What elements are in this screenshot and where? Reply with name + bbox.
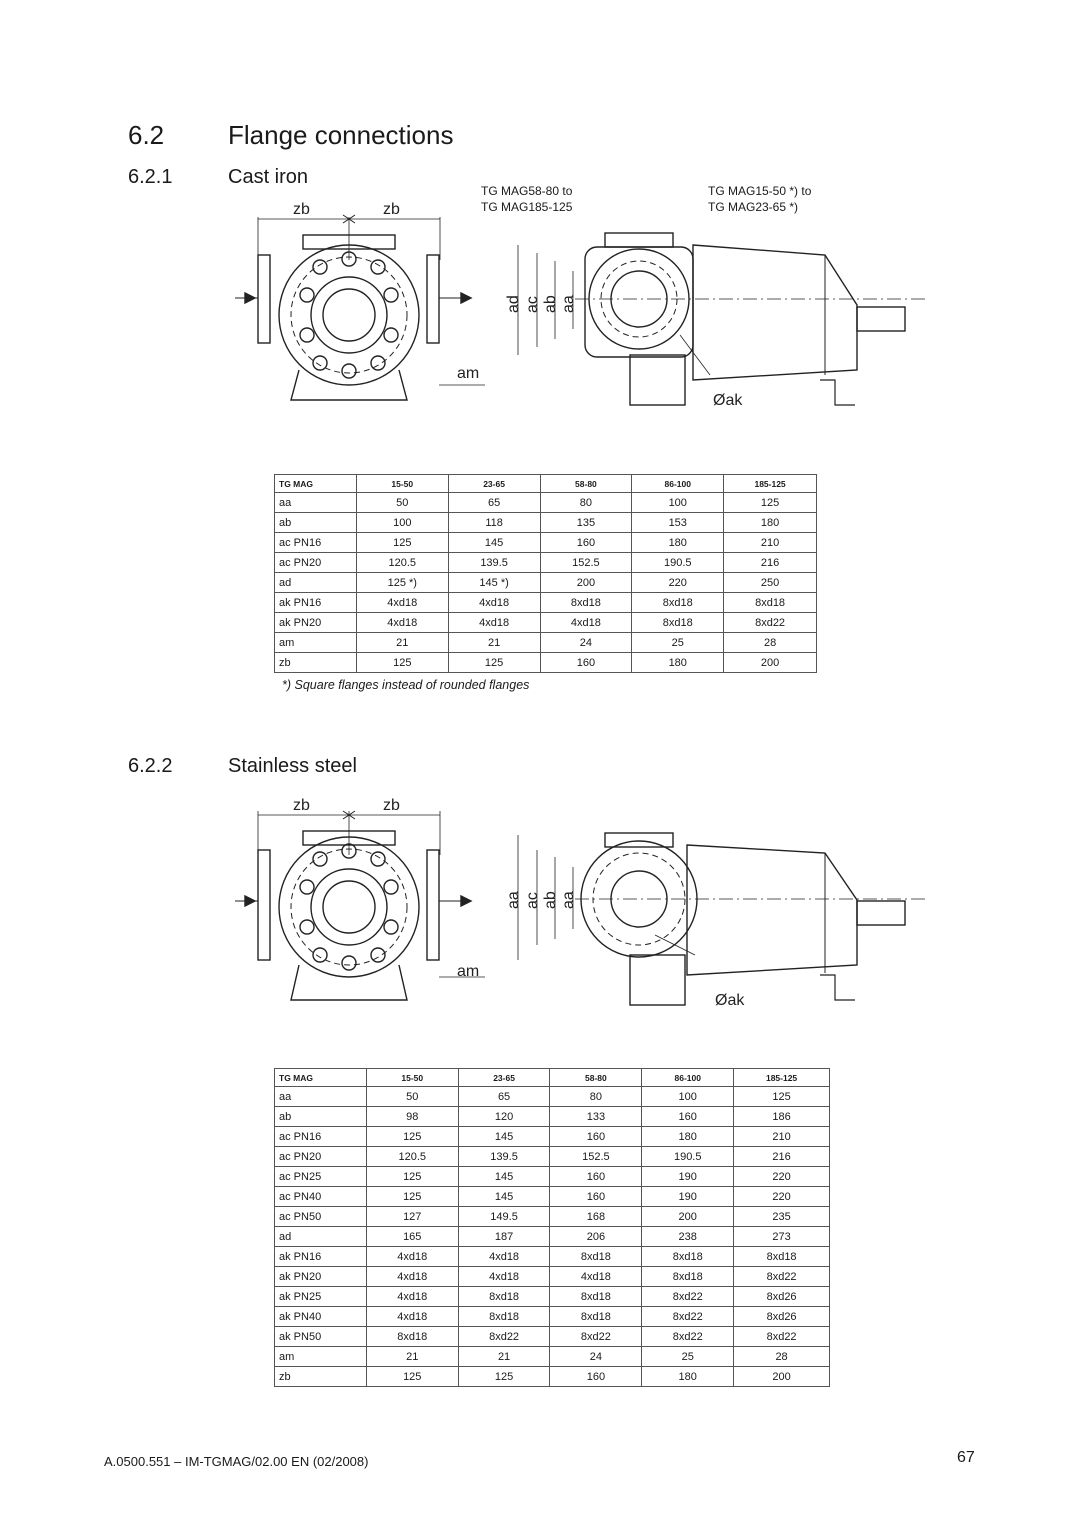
table-row bbox=[275, 613, 817, 633]
table-row bbox=[275, 1107, 830, 1127]
table-cell: ac PN16 bbox=[275, 1127, 367, 1147]
table-cell: 145 bbox=[458, 1127, 550, 1147]
dim-ad: ad bbox=[505, 295, 522, 313]
table-cell: 8xd22 bbox=[550, 1327, 642, 1347]
table-cell: ak PN20 bbox=[275, 613, 357, 633]
table-cell: 160 bbox=[550, 1167, 642, 1187]
table-cell: 125 bbox=[366, 1127, 458, 1147]
callout-left-line1: TG MAG58-80 to bbox=[481, 184, 573, 198]
subsection-title: Cast iron bbox=[228, 166, 309, 188]
dim-am: am bbox=[457, 365, 480, 382]
table-cell: 8xd18 bbox=[632, 613, 724, 633]
table-cell: 168 bbox=[550, 1207, 642, 1227]
table-cell: 4xd18 bbox=[448, 593, 540, 613]
table-cell: 273 bbox=[734, 1227, 830, 1247]
table-row bbox=[275, 1307, 830, 1327]
stainless-steel-pump-drawing bbox=[225, 795, 925, 1020]
table-cell: 8xd18 bbox=[642, 1267, 734, 1287]
side-view bbox=[505, 833, 925, 1009]
table-cell: 8xd22 bbox=[642, 1327, 734, 1347]
header-86-100: 86-100 bbox=[642, 1069, 734, 1087]
dim-aa: aa bbox=[560, 295, 577, 313]
table-cell: 4xd18 bbox=[366, 1307, 458, 1327]
header-tg-mag: TG MAG bbox=[275, 1069, 367, 1087]
table-row bbox=[275, 593, 817, 613]
table-cell: 8xd18 bbox=[540, 593, 632, 613]
table-cell: 100 bbox=[632, 493, 724, 513]
table-cell: ac PN50 bbox=[275, 1207, 367, 1227]
dim-ak: Øak bbox=[713, 392, 743, 409]
table-cell: 186 bbox=[734, 1107, 830, 1127]
table-cell: 100 bbox=[356, 513, 448, 533]
table-cell: ak PN20 bbox=[275, 1267, 367, 1287]
dim-ac: ac bbox=[524, 892, 541, 909]
table-cell: 139.5 bbox=[458, 1147, 550, 1167]
table-row bbox=[275, 653, 817, 673]
callout-right-line2: TG MAG23-65 *) bbox=[708, 200, 799, 214]
table-cell: 153 bbox=[632, 513, 724, 533]
table-cell: 152.5 bbox=[550, 1147, 642, 1167]
header-185-125: 185-125 bbox=[724, 475, 817, 493]
header-185-125: 185-125 bbox=[734, 1069, 830, 1087]
table-row bbox=[275, 1347, 830, 1367]
table-cell: ac PN20 bbox=[275, 1147, 367, 1167]
table-cell: 65 bbox=[448, 493, 540, 513]
dim-zb-left: zb bbox=[293, 797, 310, 814]
table-row bbox=[275, 633, 817, 653]
table-header-row bbox=[275, 1069, 830, 1087]
table-cell: 216 bbox=[734, 1147, 830, 1167]
table-cell: 235 bbox=[734, 1207, 830, 1227]
table-cell: 120 bbox=[458, 1107, 550, 1127]
table-cell: 4xd18 bbox=[550, 1267, 642, 1287]
header-86-100: 86-100 bbox=[632, 475, 724, 493]
table-cell: 120.5 bbox=[366, 1147, 458, 1167]
table-cell: ad bbox=[275, 1227, 367, 1247]
subsection-number: 6.2.1 bbox=[128, 166, 173, 188]
table-row bbox=[275, 1207, 830, 1227]
header-23-65: 23-65 bbox=[458, 1069, 550, 1087]
table-cell: 206 bbox=[550, 1227, 642, 1247]
header-15-50: 15-50 bbox=[366, 1069, 458, 1087]
table-cell: 8xd18 bbox=[550, 1247, 642, 1267]
table-row bbox=[275, 513, 817, 533]
table-cell: 50 bbox=[366, 1087, 458, 1107]
table-cell: 28 bbox=[734, 1347, 830, 1367]
table-cell: 165 bbox=[366, 1227, 458, 1247]
dim-ab: ab bbox=[542, 295, 559, 313]
table-cell: 8xd18 bbox=[724, 593, 817, 613]
table-cell: 8xd18 bbox=[366, 1327, 458, 1347]
dim-zb-left: zb bbox=[293, 201, 310, 218]
side-view bbox=[505, 233, 925, 409]
table-cell: 21 bbox=[366, 1347, 458, 1367]
table-cell: 180 bbox=[724, 513, 817, 533]
table-row bbox=[275, 1367, 830, 1387]
table-cell: 4xd18 bbox=[366, 1267, 458, 1287]
table-cell: 4xd18 bbox=[366, 1287, 458, 1307]
table-cell: 8xd18 bbox=[734, 1247, 830, 1267]
table-cell: 145 bbox=[458, 1167, 550, 1187]
table-cell: 160 bbox=[642, 1107, 734, 1127]
table-cell: 21 bbox=[448, 633, 540, 653]
table-cell: 8xd18 bbox=[550, 1287, 642, 1307]
table-cell: 145 bbox=[448, 533, 540, 553]
table-cell: 238 bbox=[642, 1227, 734, 1247]
table-cell: 200 bbox=[724, 653, 817, 673]
table-cell: 25 bbox=[642, 1347, 734, 1367]
table-cell: 4xd18 bbox=[448, 613, 540, 633]
table-cell: ac PN40 bbox=[275, 1187, 367, 1207]
table-cell: 4xd18 bbox=[356, 593, 448, 613]
cast-iron-pump-drawing bbox=[225, 195, 925, 420]
table-cell: 125 bbox=[448, 653, 540, 673]
table-cell: zb bbox=[275, 653, 357, 673]
table-cell: 8xd22 bbox=[642, 1307, 734, 1327]
table-cell: 125 bbox=[734, 1087, 830, 1107]
dim-ab: ab bbox=[542, 891, 559, 909]
subsection-title: Stainless steel bbox=[228, 755, 357, 777]
table-cell: 4xd18 bbox=[458, 1267, 550, 1287]
table-cell: 127 bbox=[366, 1207, 458, 1227]
dim-aa-outer: aa bbox=[505, 891, 522, 909]
table-cell: 80 bbox=[540, 493, 632, 513]
table-cell: ak PN16 bbox=[275, 593, 357, 613]
table-cell: 80 bbox=[550, 1087, 642, 1107]
table-row bbox=[275, 1247, 830, 1267]
table-cell: 190.5 bbox=[642, 1147, 734, 1167]
table-cell: 21 bbox=[458, 1347, 550, 1367]
table-cell: 220 bbox=[632, 573, 724, 593]
table-cell: 220 bbox=[734, 1187, 830, 1207]
table-cell: 216 bbox=[724, 553, 817, 573]
table-cell: 98 bbox=[366, 1107, 458, 1127]
table-cell: 125 bbox=[356, 533, 448, 553]
dim-aa: aa bbox=[560, 891, 577, 909]
page-number: 67 bbox=[957, 1449, 975, 1466]
table-cell: 28 bbox=[724, 633, 817, 653]
table-cell: 187 bbox=[458, 1227, 550, 1247]
table-cell: 190 bbox=[642, 1187, 734, 1207]
table-cell: 8xd22 bbox=[458, 1327, 550, 1347]
table-cell: 8xd18 bbox=[458, 1287, 550, 1307]
table-cell: 125 bbox=[366, 1367, 458, 1387]
table-cell: 210 bbox=[724, 533, 817, 553]
table-cell: 160 bbox=[540, 653, 632, 673]
table-cell: 145 bbox=[458, 1187, 550, 1207]
table-cell: zb bbox=[275, 1367, 367, 1387]
dim-am: am bbox=[457, 963, 480, 980]
table-row bbox=[275, 1327, 830, 1347]
table-cell: 133 bbox=[550, 1107, 642, 1127]
table-cell: 125 bbox=[356, 653, 448, 673]
table-cell: 160 bbox=[550, 1127, 642, 1147]
table-row bbox=[275, 533, 817, 553]
table-cell: 125 bbox=[458, 1367, 550, 1387]
table-header-row bbox=[275, 475, 817, 493]
stainless-steel-table bbox=[274, 1068, 830, 1387]
table-cell: 160 bbox=[550, 1187, 642, 1207]
table-cell: ab bbox=[275, 513, 357, 533]
table-cell: 160 bbox=[550, 1367, 642, 1387]
table-cell: 24 bbox=[540, 633, 632, 653]
table-row bbox=[275, 1147, 830, 1167]
front-view bbox=[235, 201, 485, 400]
table-cell: 125 bbox=[724, 493, 817, 513]
table-row bbox=[275, 1267, 830, 1287]
table-cell: 152.5 bbox=[540, 553, 632, 573]
table-cell: 149.5 bbox=[458, 1207, 550, 1227]
section-title: Flange connections bbox=[228, 120, 454, 150]
header-58-80: 58-80 bbox=[540, 475, 632, 493]
table-row bbox=[275, 1167, 830, 1187]
table-cell: 4xd18 bbox=[540, 613, 632, 633]
cast-iron-table bbox=[274, 474, 817, 673]
table-cell: 118 bbox=[448, 513, 540, 533]
table-cell: 180 bbox=[632, 653, 724, 673]
table-row bbox=[275, 1227, 830, 1247]
table-cell: 210 bbox=[734, 1127, 830, 1147]
table-cell: 160 bbox=[540, 533, 632, 553]
table-cell: 180 bbox=[632, 533, 724, 553]
table-row bbox=[275, 1127, 830, 1147]
header-tg-mag: TG MAG bbox=[275, 475, 357, 493]
square-flanges-note: *) Square flanges instead of rounded flanges bbox=[282, 678, 530, 692]
table-cell: 8xd22 bbox=[734, 1327, 830, 1347]
table-cell: 190.5 bbox=[632, 553, 724, 573]
front-view bbox=[235, 797, 485, 1000]
table-cell: 8xd18 bbox=[550, 1307, 642, 1327]
table-cell: 139.5 bbox=[448, 553, 540, 573]
dim-ac: ac bbox=[524, 296, 541, 313]
callout-left-line2: TG MAG185-125 bbox=[481, 200, 573, 214]
table-row bbox=[275, 573, 817, 593]
table-cell: 8xd22 bbox=[734, 1267, 830, 1287]
header-58-80: 58-80 bbox=[550, 1069, 642, 1087]
table-cell: aa bbox=[275, 1087, 367, 1107]
table-cell: 135 bbox=[540, 513, 632, 533]
table-cell: 8xd22 bbox=[724, 613, 817, 633]
table-row bbox=[275, 1087, 830, 1107]
table-cell: 120.5 bbox=[356, 553, 448, 573]
table-cell: ac PN16 bbox=[275, 533, 357, 553]
table-cell: am bbox=[275, 1347, 367, 1367]
table-cell: 8xd22 bbox=[642, 1287, 734, 1307]
table-cell: 190 bbox=[642, 1167, 734, 1187]
table-cell: 4xd18 bbox=[366, 1247, 458, 1267]
table-cell: 21 bbox=[356, 633, 448, 653]
table-row bbox=[275, 1287, 830, 1307]
subsection-heading-cast-iron bbox=[128, 166, 308, 189]
document-reference: A.0500.551 – IM-TGMAG/02.00 EN (02/2008) bbox=[104, 1454, 369, 1469]
table-cell: 25 bbox=[632, 633, 724, 653]
table-cell: ak PN16 bbox=[275, 1247, 367, 1267]
section-number: 6.2 bbox=[128, 120, 165, 150]
header-15-50: 15-50 bbox=[356, 475, 448, 493]
table-cell: 8xd18 bbox=[642, 1247, 734, 1267]
table-cell: am bbox=[275, 633, 357, 653]
table-cell: 4xd18 bbox=[458, 1247, 550, 1267]
table-cell: 65 bbox=[458, 1087, 550, 1107]
subsection-heading-stainless-steel bbox=[128, 755, 357, 778]
table-cell: 180 bbox=[642, 1367, 734, 1387]
table-cell: 125 bbox=[366, 1187, 458, 1207]
table-cell: aa bbox=[275, 493, 357, 513]
table-cell: 8xd18 bbox=[632, 593, 724, 613]
table-cell: ak PN25 bbox=[275, 1287, 367, 1307]
dim-zb-right: zb bbox=[383, 201, 400, 218]
table-cell: ab bbox=[275, 1107, 367, 1127]
table-cell: ad bbox=[275, 573, 357, 593]
table-row bbox=[275, 1187, 830, 1207]
table-cell: 8xd26 bbox=[734, 1287, 830, 1307]
table-cell: ac PN20 bbox=[275, 553, 357, 573]
table-cell: ak PN50 bbox=[275, 1327, 367, 1347]
subsection-number: 6.2.2 bbox=[128, 755, 173, 777]
table-cell: 125 *) bbox=[356, 573, 448, 593]
table-cell: 8xd26 bbox=[734, 1307, 830, 1327]
table-cell: 145 *) bbox=[448, 573, 540, 593]
table-cell: 100 bbox=[642, 1087, 734, 1107]
section-heading bbox=[128, 120, 453, 151]
table-cell: 200 bbox=[540, 573, 632, 593]
table-row bbox=[275, 553, 817, 573]
table-cell: 24 bbox=[550, 1347, 642, 1367]
table-cell: 200 bbox=[642, 1207, 734, 1227]
callout-right-line1: TG MAG15-50 *) to bbox=[708, 184, 812, 198]
dim-ak: Øak bbox=[715, 992, 745, 1009]
table-cell: 250 bbox=[724, 573, 817, 593]
table-cell: 200 bbox=[734, 1367, 830, 1387]
table-cell: 220 bbox=[734, 1167, 830, 1187]
table-cell: 180 bbox=[642, 1127, 734, 1147]
header-23-65: 23-65 bbox=[448, 475, 540, 493]
table-cell: 125 bbox=[366, 1167, 458, 1187]
table-cell: 4xd18 bbox=[356, 613, 448, 633]
table-cell: 8xd18 bbox=[458, 1307, 550, 1327]
dim-zb-right: zb bbox=[383, 797, 400, 814]
table-row bbox=[275, 493, 817, 513]
table-cell: ac PN25 bbox=[275, 1167, 367, 1187]
table-cell: 50 bbox=[356, 493, 448, 513]
table-cell: ak PN40 bbox=[275, 1307, 367, 1327]
